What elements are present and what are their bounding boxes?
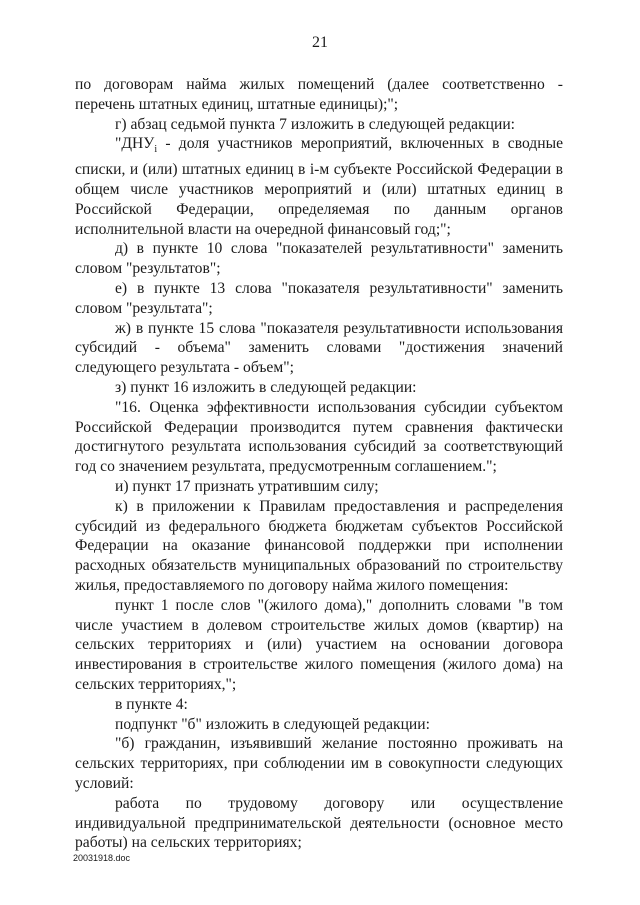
paragraph: пункт 1 после слов "(жилого дома)," дополнить словами "в том числе участием в долевом строительстве жилых домов (квартир) на сельских территориях и (или) участием на основании договора инвестирования в строительстве жилого помещения (жилого дома) на сельских территориях,"; <box>75 596 563 694</box>
paragraph: по договорам найма жилых помещений (далее соответственно - перечень штатных единиц, штатные единицы);"; <box>75 76 563 113</box>
paragraph: "б) гражданин, изъявивший желание постоянно проживать на сельских территориях, при соблюдении им в совокупности следующих условий: <box>75 735 563 792</box>
paragraph: работа по трудовому договору или осуществление индивидуальной предпринимательской деятельности (основное место работы) на сельских территориях; <box>75 794 563 852</box>
paragraph: подпункт "б" изложить в следующей редакции: <box>115 715 430 733</box>
paragraph: г) абзац седьмой пункта 7 изложить в следующей редакции: <box>115 115 516 133</box>
paragraph: ж) в пункте 15 слова "показателя результативности использования субсидий - объема" заменить словами "достижения значений следующего результата - объем"; <box>75 319 563 377</box>
paragraph: д) в пункте 10 слова "показателей результативности" заменить словом "результатов"; <box>75 240 563 278</box>
paragraph: "16. Оценка эффективности использования субсидии субъектом Российской Федерации производится путем сравнения фактически достигнутого результата использования субсидий за соответствующий год со значением результата, предусмотренным соглашением."; <box>75 398 563 476</box>
paragraph: и) пункт 17 признать утратившим силу; <box>115 478 379 496</box>
footer-filename: 20031918.doc <box>73 853 131 863</box>
page-number: 21 <box>312 34 328 51</box>
paragraph: в пункте 4: <box>115 695 188 713</box>
paragraph-formula-definition <box>75 134 563 239</box>
formula-subscript: i <box>154 144 158 156</box>
formula-definition-text: - доля участников мероприятий, включенных в сводные списки, и (или) штатных единиц в i-м субъекте Российской Федерации в общем числе участников мероприятий и (или) штатных единиц в Российской Федерации, определяемая по данным органов исполнительной власти на очередной финансовый год;"; <box>75 135 563 238</box>
formula-symbol: "ДНУ <box>115 135 155 153</box>
paragraph: к) в приложении к Правилам предоставления и распределения субсидий из федерального бюджета бюджетам субъектов Российской Федерации на оказание финансовой поддержки при исполнении расходных обязательств муниципальных образований по строительству жилья, предоставляемого по договору найма жилого помещения: <box>75 497 563 595</box>
paragraph: е) в пункте 13 слова "показателя результативности" заменить словом "результата"; <box>75 280 563 317</box>
paragraph: з) пункт 16 изложить в следующей редакции: <box>115 379 417 397</box>
document-body <box>75 75 563 853</box>
